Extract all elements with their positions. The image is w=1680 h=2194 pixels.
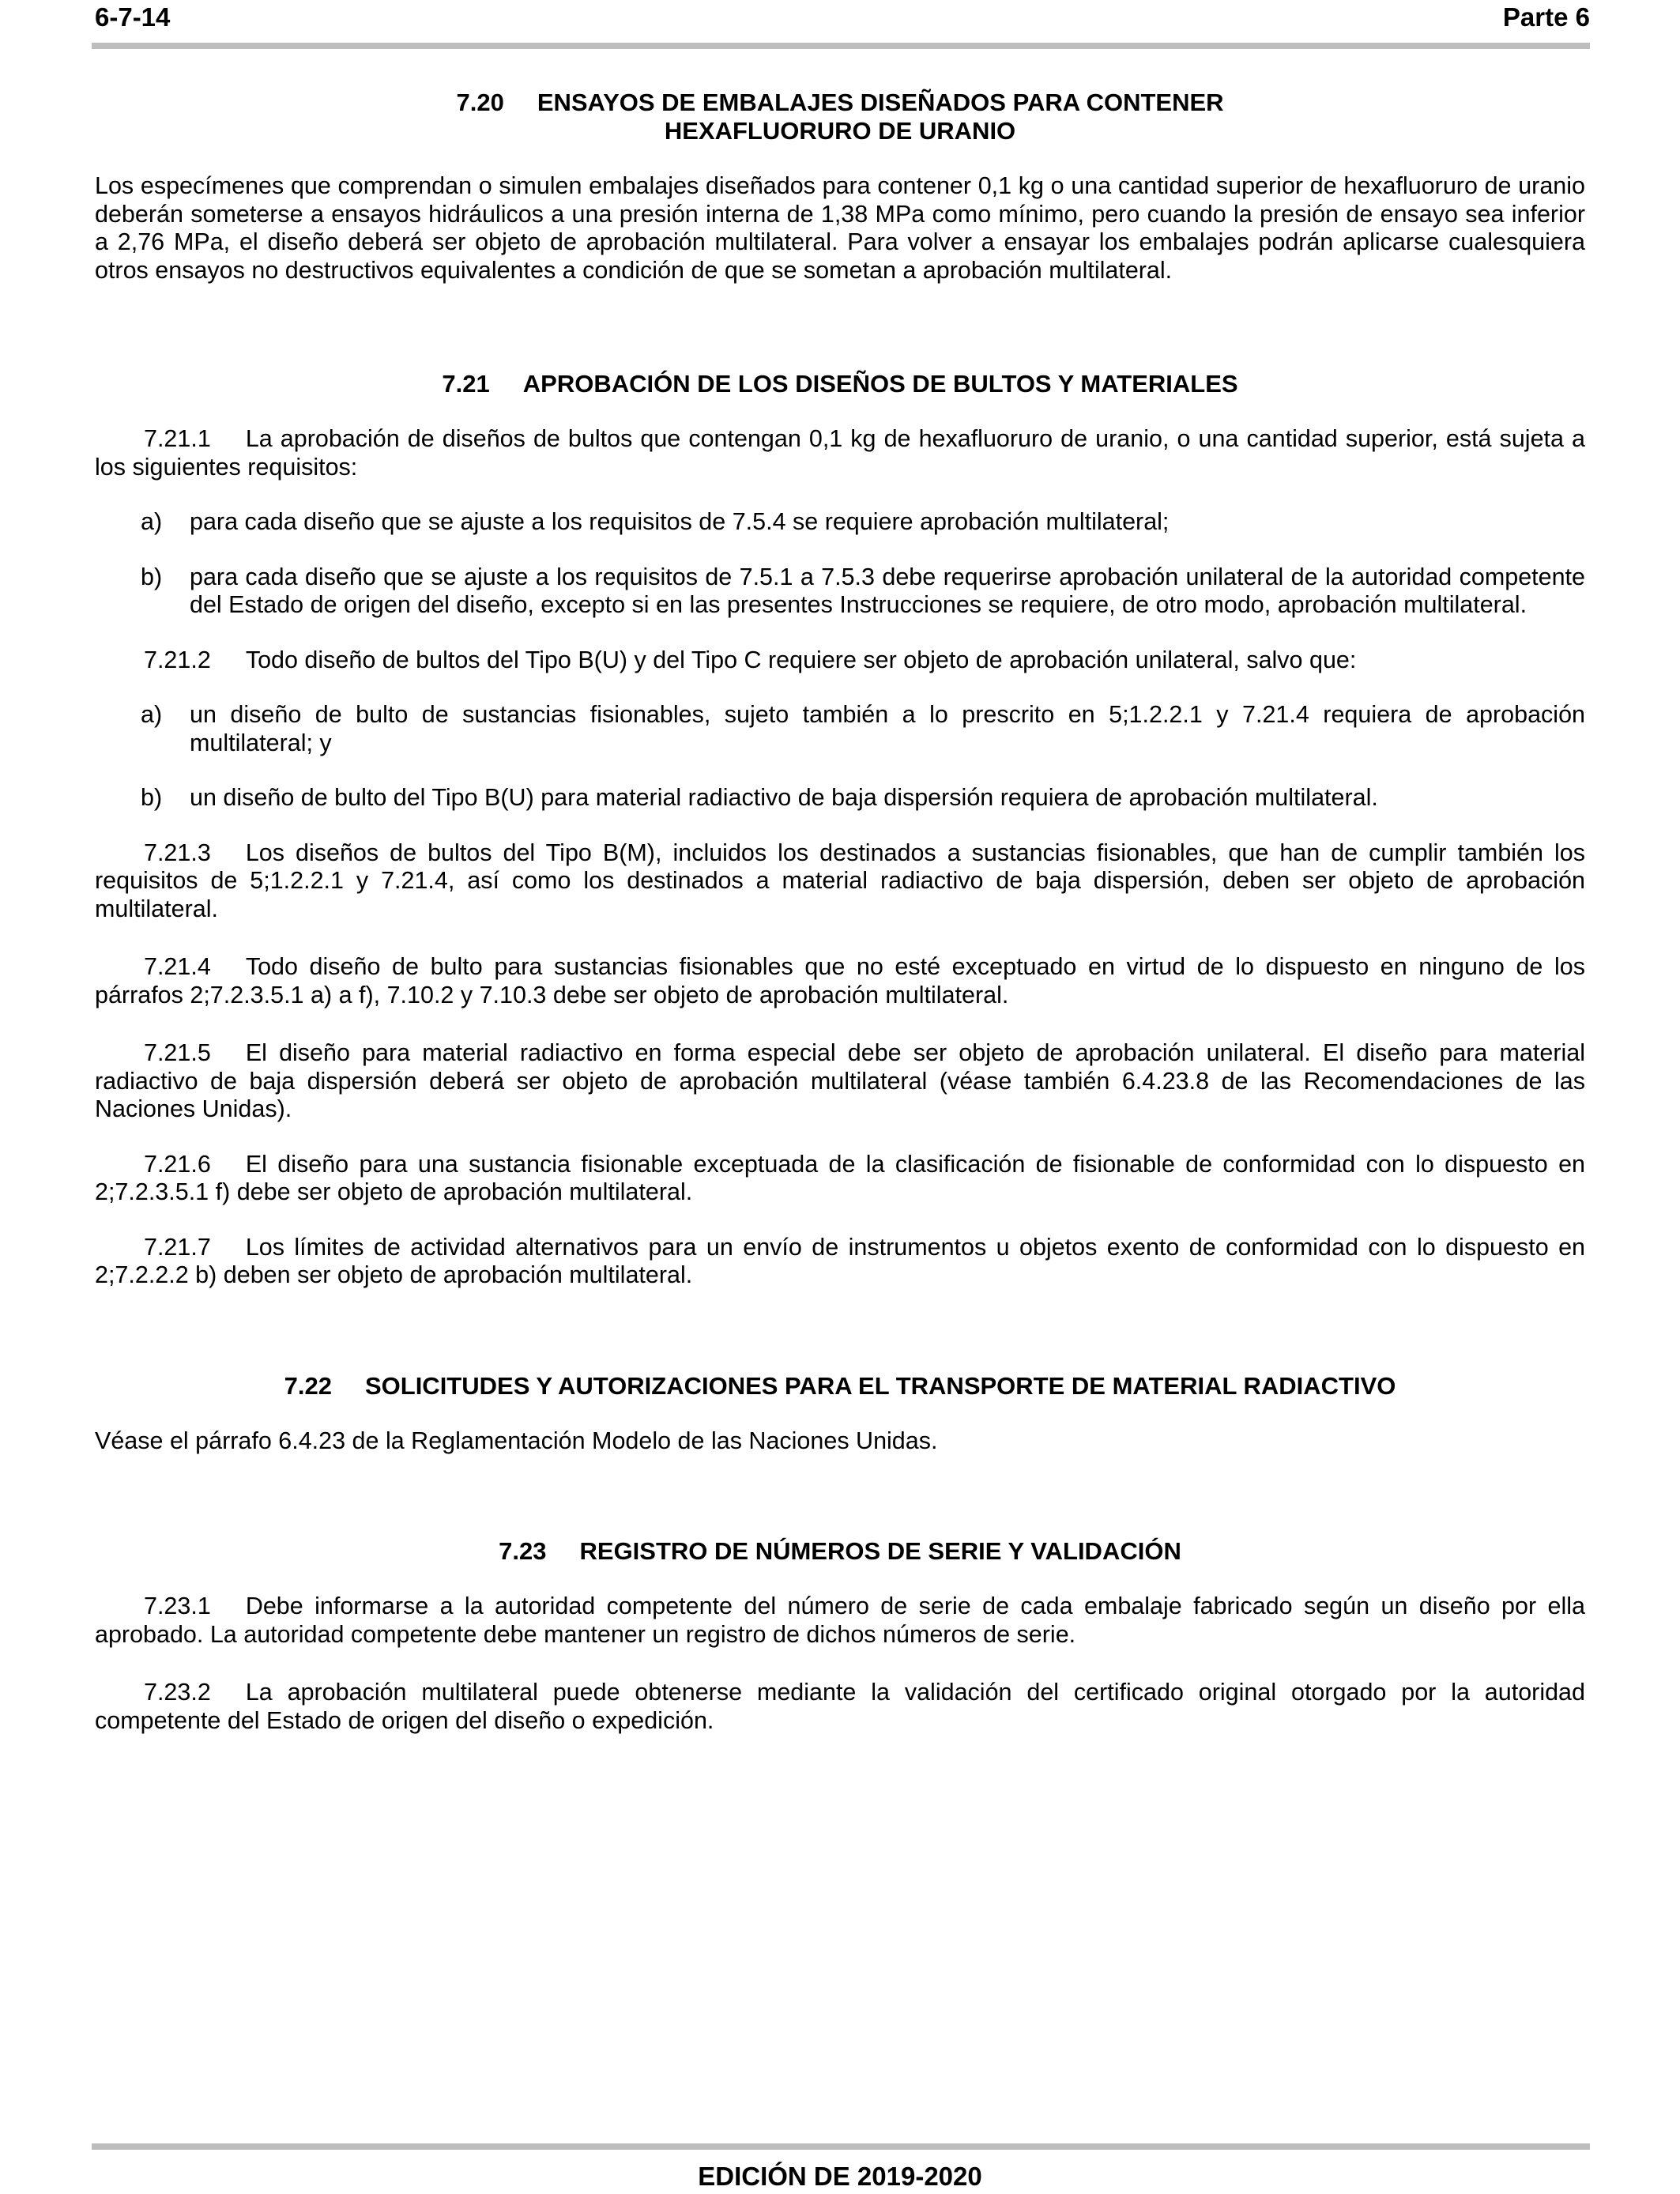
paragraph-7-23-2 [95,1679,1585,1735]
section-title-line1: ENSAYOS DE EMBALAJES DISEÑADOS PARA CONTENER [537,89,1224,116]
paragraph-7-21-7 [95,1234,1585,1290]
footer-edition: EDICIÓN DE 2019-2020 [698,2162,982,2191]
list-item-text: un diseño de bulto del Tipo B(U) para material radiactivo de baja dispersión requiera de aprobación multilateral. [190,784,1378,811]
paragraph-number: 7.21.3 [144,839,211,866]
paragraph-7-21-3 [95,839,1585,924]
paragraph-7-21-1 [95,425,1585,481]
paragraph-text: Debe informarse a la autoridad competente del número de serie de cada embalaje fabricado según un diseño por ella aprobado. La autoridad competente debe mantener un registro de dichos números de serie. [95,1593,1585,1648]
paragraph-number: 7.23.2 [144,1679,211,1706]
list-item-label: a) [141,701,163,728]
paragraph-number: 7.21.1 [144,425,211,452]
paragraph-number: 7.21.5 [144,1039,211,1066]
paragraph-text: El diseño para una sustancia fisionable exceptuada de la clasificación de fisionable de conformidad con lo dispuesto en 2;7.2.3.5.1 f) debe ser objeto de aprobación multilateral. [95,1150,1585,1205]
section-number: 7.23 [499,1537,547,1565]
paragraph-number: 7.21.2 [144,646,211,673]
paragraph-7-21-5 [95,1039,1585,1124]
paragraph-text: Los diseños de bultos del Tipo B(M), incluidos los destinados a sustancias fisionables, que han de cumplir también los requisitos de 5;1.2.2.1 y 7.21.4, así como los destinados a material radiactivo de baja dispersión, deben ser objeto de aprobación multilateral. [95,839,1585,922]
section-title: REGISTRO DE NÚMEROS DE SERIE Y VALIDACIÓN [579,1537,1181,1565]
list-item [95,564,1585,620]
header-rule [92,43,1590,49]
paragraph-text: La aprobación de diseños de bultos que contengan 0,1 kg de hexafluoruro de uranio, o una cantidad superior, está sujeta a los siguientes requisitos: [95,425,1585,481]
list-item-label: b) [141,563,163,590]
list-item [95,508,1585,537]
section-number: 7.20 [456,89,504,116]
list-item [95,701,1585,757]
paragraph-7-22: Véase el párrafo 6.4.23 de la Reglamentación Modelo de las Naciones Unidas. [95,1427,938,1454]
paragraph-number: 7.21.6 [144,1150,211,1178]
section-title-line2: HEXAFLUORURO DE URANIO [664,117,1016,145]
section-heading-7-23 [95,1537,1585,1566]
paragraph-7-21-4 [95,953,1585,1009]
section-number: 7.22 [284,1371,332,1400]
section-number: 7.21 [442,370,490,398]
section-heading-7-21 [95,370,1585,398]
list-item-text: para cada diseño que se ajuste a los requisitos de 7.5.4 se requiere aprobación multilateral; [190,508,1170,535]
list-item-text: para cada diseño que se ajuste a los requisitos de 7.5.1 a 7.5.3 debe requerirse aprobación unilateral de la autoridad competente del Estado de origen del diseño, excepto si en las presentes Instrucciones se requiere, de otro modo, aprobación multilateral. [190,563,1585,618]
header-part-label: Parte 6 [1502,2,1590,32]
paragraph-text: Los límites de actividad alternativos para un envío de instrumentos u objetos exento de conformidad con lo dispuesto en 2;7.2.2.2 b) deben ser objeto de aprobación multilateral. [95,1233,1585,1288]
page-content [95,89,1585,1735]
paragraph-7-23-1 [95,1593,1585,1649]
paragraph-number: 7.21.4 [144,953,211,980]
header-page-number: 6-7-14 [95,2,171,32]
list-item-text: un diseño de bulto de sustancias fisionables, sujeto también a lo prescrito en 5;1.2.2.1 y 7.21.4 requiera de aprobación multilateral; y [190,701,1585,756]
paragraph-7-21-6 [95,1151,1585,1207]
section-heading-7-20 [95,89,1585,145]
footer-rule [92,2143,1590,2150]
paragraph-text: La aprobación multilateral puede obtenerse mediante la validación del certificado original otorgado por la autoridad competente del Estado de origen del diseño o expedición. [95,1679,1585,1734]
paragraph-number: 7.23.1 [144,1593,211,1619]
section-heading-7-22 [95,1372,1585,1400]
list-item-label: b) [141,784,163,811]
paragraph-text: El diseño para material radiactivo en forma especial debe ser objeto de aprobación unilateral. El diseño para material radiactivo de baja dispersión deberá ser objeto de aprobación multilateral (véase también 6.4.23.8 de las Recomendaciones de las Naciones Unidas). [95,1039,1585,1122]
list-item [95,784,1585,812]
paragraph-text: Todo diseño de bultos del Tipo B(U) y del Tipo C requiere ser objeto de aprobación unilateral, salvo que: [245,646,1357,673]
paragraph-7-21-2 [95,647,1585,675]
paragraph-7-20: Los especímenes que comprendan o simulen embalajes diseñados para contener 0,1 kg o una cantidad superior de hexafluoruro de uranio deberán someterse a ensayos hidráulicos a una presión interna de 1,38 MPa como mínimo, pero cuando la presión de ensayo sea inferior a 2,76 MPa, el diseño deberá ser objeto de aprobación multilateral. Para volver a ensayar los embalajes podrán aplicarse cualesquiera otros ensayos no destructivos equivalentes a condición de que se sometan a aprobación multilateral. [95,172,1585,284]
paragraph-text: Todo diseño de bulto para sustancias fisionables que no esté exceptuado en virtud de lo dispuesto en ninguno de los párrafos 2;7.2.3.5.1 a) a f), 7.10.2 y 7.10.3 debe ser objeto de aprobación multilateral. [95,953,1585,1008]
paragraph-number: 7.21.7 [144,1233,211,1261]
section-title: APROBACIÓN DE LOS DISEÑOS DE BULTOS Y MATERIALES [522,370,1238,398]
list-item-label: a) [141,508,163,535]
section-title: SOLICITUDES Y AUTORIZACIONES PARA EL TRANSPORTE DE MATERIAL RADIACTIVO [364,1371,1396,1400]
